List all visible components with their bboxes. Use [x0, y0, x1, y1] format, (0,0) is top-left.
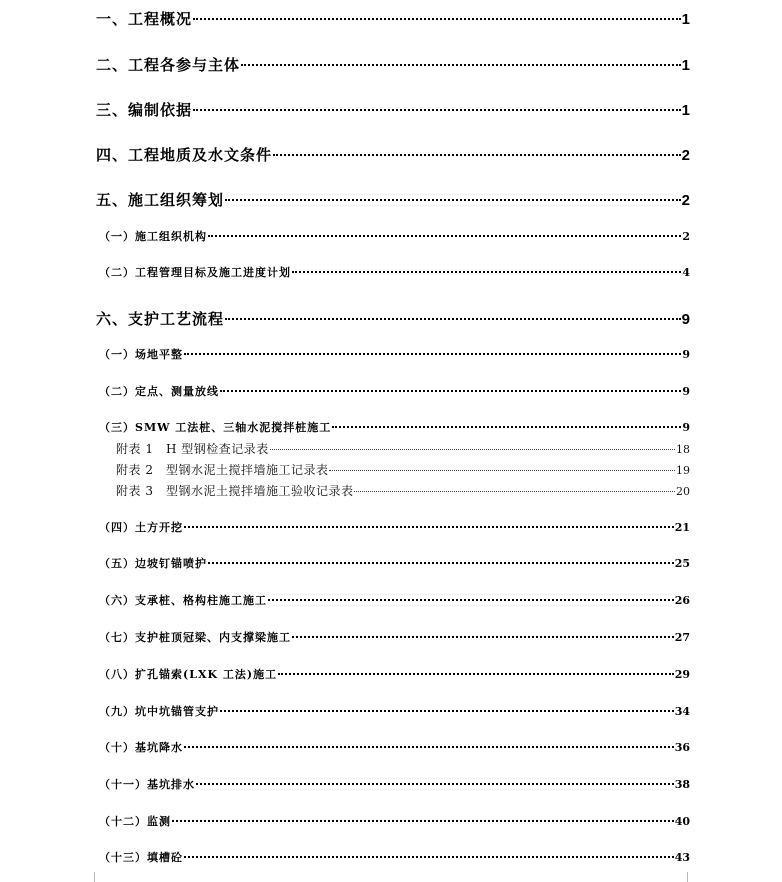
toc-entry[interactable]: [96, 99, 690, 120]
toc-entry[interactable]: [99, 228, 690, 244]
toc-entry[interactable]: [99, 346, 690, 362]
toc-entry[interactable]: [99, 383, 690, 399]
dot-leader: [270, 449, 675, 450]
dot-leader: [184, 746, 674, 748]
dot-leader: [278, 673, 674, 675]
toc-entry[interactable]: [99, 813, 690, 829]
toc-entry-title: （一）施工组织机构: [99, 230, 207, 243]
dot-leader: [354, 491, 675, 492]
toc-entry-title: 六、支护工艺流程: [96, 310, 225, 328]
toc-entry-page: 34: [674, 705, 690, 718]
dot-leader: [329, 470, 675, 471]
dot-leader: [196, 783, 674, 785]
toc-entry-page: 1: [681, 11, 690, 28]
toc-entry[interactable]: [99, 264, 690, 280]
dot-leader: [268, 599, 674, 601]
toc-entry-title: （三）SMW 工法桩、三轴水泥搅拌桩施工: [99, 421, 332, 434]
toc-entry-page: 9: [682, 385, 690, 398]
toc-entry[interactable]: [99, 739, 690, 755]
toc-entry[interactable]: [96, 308, 690, 329]
toc-entry[interactable]: [96, 54, 690, 75]
toc-entry-page: 29: [674, 668, 690, 681]
toc-entry-page: 1: [681, 102, 690, 119]
toc-entry-page: 4: [682, 266, 690, 279]
toc-entry-page: 1: [681, 57, 690, 74]
toc-entry-title: （七）支护桩顶冠梁、内支撑梁施工: [99, 631, 291, 644]
page-corner-mark: [70, 872, 95, 882]
toc-entry-page: 9: [681, 311, 690, 328]
toc-entry-title: 三、编制依据: [96, 101, 193, 119]
toc-entry-title: （一）场地平整: [99, 348, 183, 361]
toc-entry[interactable]: [99, 592, 690, 608]
toc-entry[interactable]: [99, 519, 690, 535]
toc-entry[interactable]: [99, 555, 690, 571]
toc-entry[interactable]: [99, 629, 690, 645]
toc-entry-title: （二）工程管理目标及施工进度计划: [99, 266, 291, 279]
toc-entry-page: 2: [681, 147, 690, 164]
toc-entry[interactable]: [99, 419, 690, 435]
dot-leader: [225, 318, 681, 320]
toc-entry-page: 21: [674, 521, 690, 534]
toc-entry-page: 2: [682, 230, 690, 243]
toc-entry-page: 20: [676, 485, 690, 498]
toc-entry-title: 附表 2 型钢水泥土搅拌墙施工记录表: [116, 463, 329, 477]
toc-entry-page: 25: [674, 557, 690, 570]
toc-entry-title: （五）边坡钉锚喷护: [99, 557, 207, 570]
toc-entry-page: 9: [682, 348, 690, 361]
dot-leader: [208, 235, 681, 237]
toc-entry-title: （十一）基坑排水: [99, 778, 195, 791]
toc-entry-title: （四）土方开挖: [99, 521, 183, 534]
toc-entry-page: 27: [674, 631, 690, 644]
toc-entry[interactable]: [96, 144, 690, 165]
toc-entry[interactable]: [96, 189, 690, 210]
dot-leader: [225, 199, 681, 201]
page-corner-mark: [687, 872, 712, 882]
dot-leader: [184, 856, 674, 858]
dot-leader: [193, 109, 681, 111]
toc-entry[interactable]: [99, 666, 690, 682]
dot-leader: [292, 271, 681, 273]
toc-entry-title: （九）坑中坑锚管支护: [99, 705, 219, 718]
toc-entry[interactable]: [99, 776, 690, 792]
dot-leader: [220, 710, 674, 712]
toc-entry-title: （十三）填槽砼: [99, 851, 183, 864]
toc-entry-page: 26: [674, 594, 690, 607]
toc-entry-title: 附表 3 型钢水泥土搅拌墙施工验收记录表: [116, 484, 354, 498]
toc-entry-page: 2: [681, 192, 690, 209]
toc-entry-title: 附表 1 H 型钢检查记录表: [116, 442, 269, 456]
toc-entry[interactable]: [116, 482, 690, 499]
toc-entry-page: 19: [676, 464, 690, 477]
toc-entry-title: （六）支承桩、格构柱施工施工: [99, 594, 267, 607]
dot-leader: [184, 353, 681, 355]
dot-leader: [292, 636, 674, 638]
toc-entry[interactable]: [116, 440, 690, 457]
toc-entry-page: 36: [674, 741, 690, 754]
dot-leader: [273, 154, 681, 156]
toc-entry[interactable]: [99, 849, 690, 865]
toc-entry-page: 18: [676, 443, 690, 456]
toc-entry-title: （二）定点、测量放线: [99, 385, 219, 398]
dot-leader: [208, 562, 674, 564]
toc-entry-page: 40: [674, 815, 690, 828]
toc-entry[interactable]: [96, 8, 690, 29]
dot-leader: [220, 390, 681, 392]
toc-entry[interactable]: [116, 461, 690, 478]
dot-leader: [184, 526, 674, 528]
toc-entry-title: （十）基坑降水: [99, 741, 183, 754]
dot-leader: [241, 64, 681, 66]
dot-leader: [193, 18, 681, 20]
toc-entry-title: 四、工程地质及水文条件: [96, 146, 273, 164]
toc-entry-title: 二、工程各参与主体: [96, 56, 241, 74]
dot-leader: [172, 820, 674, 822]
dot-leader: [332, 426, 681, 428]
toc-entry-page: 38: [674, 778, 690, 791]
toc-entry-page: 9: [682, 421, 690, 434]
toc-entry-title: 五、施工组织筹划: [96, 191, 225, 209]
toc-entry-page: 43: [674, 851, 690, 864]
toc-entry-title: （十二）监测: [99, 815, 171, 828]
toc-entry-title: （八）扩孔锚索(LXK 工法)施工: [99, 668, 278, 681]
toc-entry[interactable]: [99, 703, 690, 719]
toc-entry-title: 一、工程概况: [96, 10, 193, 28]
